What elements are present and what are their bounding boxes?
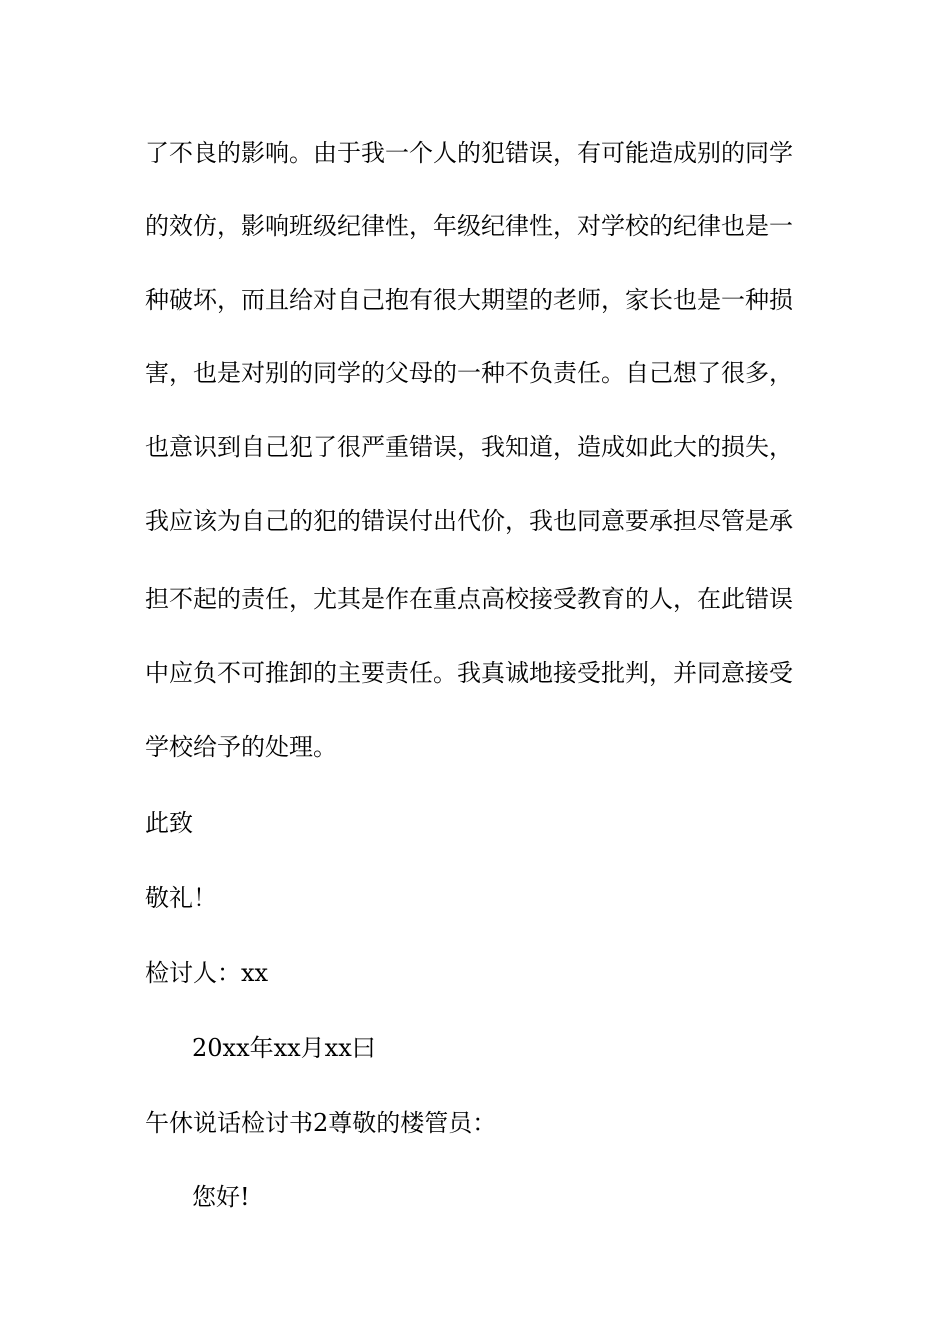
paragraph-line-1: 了不良的影响。由于我一个人的犯错误，有可能造成别的同学: [145, 139, 793, 167]
paragraph-line-9: 学校给予的处理。: [145, 733, 337, 761]
closing-respect: 敬礼！: [145, 884, 217, 912]
greeting-line: 您好!: [192, 1183, 250, 1211]
date-line: 20xx年xx月xx曰: [192, 1034, 376, 1062]
signature-line: 检讨人：xx: [145, 959, 269, 987]
next-heading: 午休说话检讨书2尊敬的楼管员：: [145, 1109, 497, 1137]
paragraph-line-5: 也意识到自己犯了很严重错误，我知道，造成如此大的损失，: [145, 433, 793, 461]
closing-salutation: 此致: [145, 809, 193, 837]
paragraph-line-2: 的效仿，影响班级纪律性，年级纪律性，对学校的纪律也是一: [145, 212, 793, 240]
paragraph-line-6: 我应该为自己的犯的错误付出代价，我也同意要承担尽管是承: [145, 507, 793, 535]
paragraph-line-8: 中应负不可推卸的主要责任。我真诚地接受批判，并同意接受: [145, 659, 793, 687]
paragraph-line-3: 种破坏，而且给对自己抱有很大期望的老师，家长也是一种损: [145, 286, 793, 314]
paragraph-line-7: 担不起的责任，尤其是作在重点高校接受教育的人，在此错误: [145, 585, 793, 613]
paragraph-line-4: 害，也是对别的同学的父母的一种不负责任。自己想了很多，: [145, 359, 793, 387]
